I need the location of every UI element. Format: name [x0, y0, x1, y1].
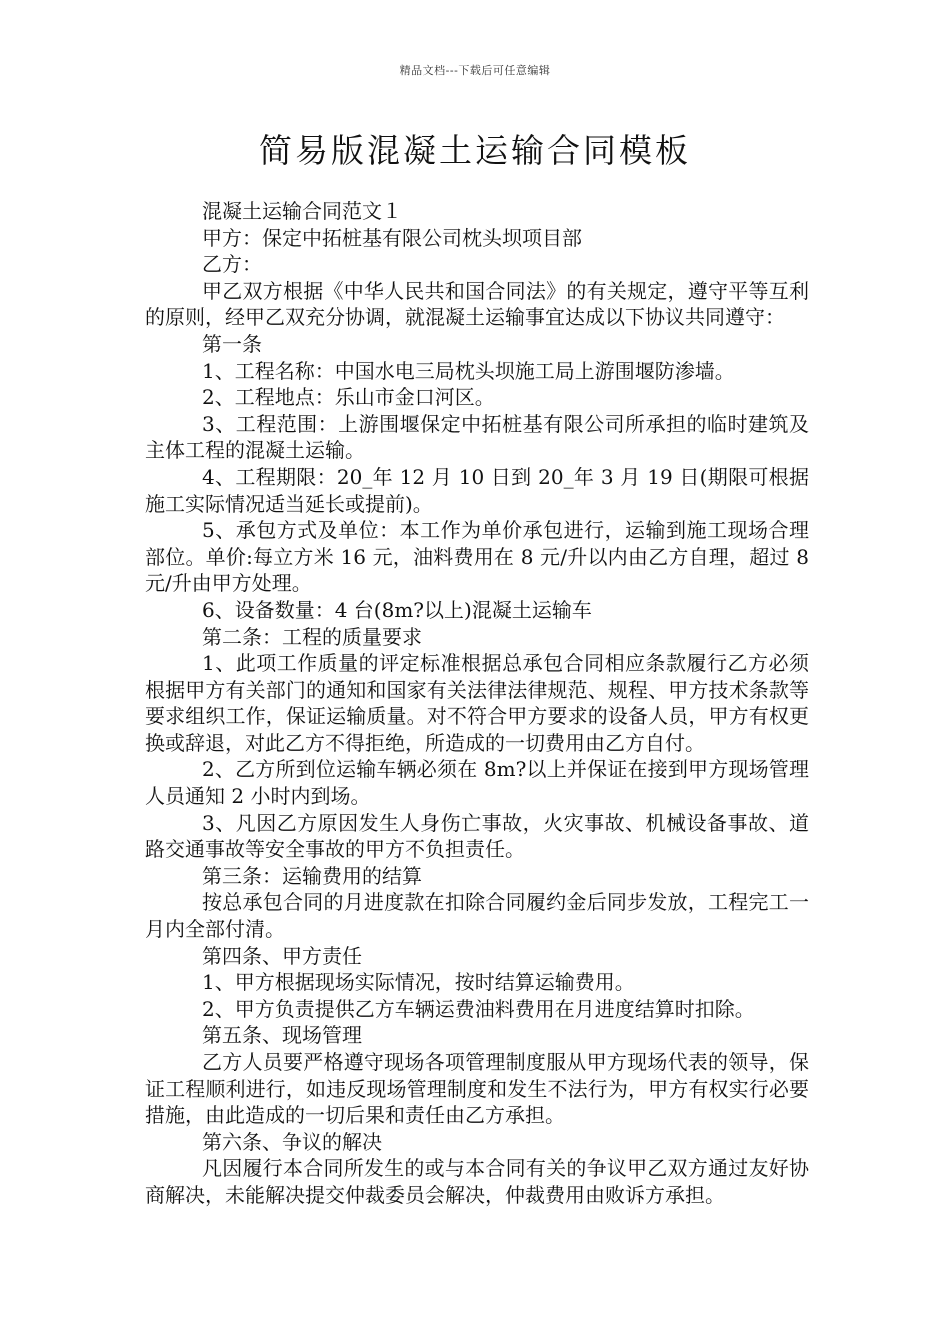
article-3-heading: 第三条：运输费用的结算: [202, 863, 422, 888]
article-2-item-3: 3、凡因乙方原因发生人身伤亡事故，火灾事故、机械设备事故、道路交通事故等安全事故的甲方不负担责任。: [145, 810, 809, 862]
body-paragraph-preamble: 甲乙双方根据《中华人民共和国合同法》的有关规定，遵守平等互利的原则，经甲乙双充分协调，就混凝土运输事宜达成以下协议共同遵守：: [145, 278, 809, 330]
header-note: 精品文档---下载后可任意编辑: [399, 64, 551, 77]
document-title: 简易版混凝土运输合同模板: [259, 131, 691, 170]
article-4-heading: 第四条、甲方责任: [202, 943, 362, 968]
article-1-heading: 第一条: [202, 331, 262, 356]
article-6-body: 凡因履行本合同所发生的或与本合同有关的争议甲乙双方通过友好协商解决，未能解决提交仲裁委员会解决，仲裁费用由败诉方承担。: [145, 1156, 809, 1207]
article-1-item-2: 2、工程地点：乐山市金口河区。: [202, 385, 495, 410]
article-1-item-4: 4、工程期限：20_年 12 月 10 日到 20_年 3 月 19 日(期限可根据施工实际情况适当延长或提前)。: [145, 464, 809, 516]
body-line-party-b: 乙方：: [202, 252, 262, 277]
article-4-item-1: 1、甲方根据现场实际情况，按时结算运输费用。: [202, 970, 635, 995]
article-5-heading: 第五条、现场管理: [202, 1023, 362, 1048]
article-4-item-2: 2、甲方负责提供乙方车辆运费油料费用在月进度结算时扣除。: [202, 996, 755, 1021]
article-1-item-6: 6、设备数量：4 台(8m?以上)混凝土运输车: [202, 597, 592, 622]
article-1-item-1: 1、工程名称：中国水电三局枕头坝施工局上游围堰防渗墙。: [202, 358, 735, 383]
article-5-body: 乙方人员要严格遵守现场各项管理制度服从甲方现场代表的领导，保证工程顺利进行，如违反现场管理制度和发生不法行为，甲方有权实行必要措施，由此造成的一切后果和责任由乙方承担。: [145, 1050, 809, 1128]
body-line-party-a: 甲方：保定中拓桩基有限公司枕头坝项目部: [202, 225, 582, 250]
article-2-item-2: 2、乙方所到位运输车辆必须在 8m?以上并保证在接到甲方现场管理人员通知 2 小时内到场。: [145, 757, 809, 809]
article-2-item-1: 1、此项工作质量的评定标准根据总承包合同相应条款履行乙方必须根据甲方有关部门的通知和国家有关法律法律规范、规程、甲方技术条款等要求组织工作，保证运输质量。对不符合甲方要求的设备人员，甲方有权更换或辞退，对此乙方不得拒绝，所造成的一切费用由乙方自付。: [145, 651, 809, 755]
article-1-item-3: 3、工程范围：上游围堰保定中拓桩基有限公司所承担的临时建筑及主体工程的混凝土运输。: [145, 411, 809, 463]
article-2-heading: 第二条：工程的质量要求: [202, 624, 422, 649]
article-1-item-5: 5、承包方式及单位：本工作为单价承包进行，运输到施工现场合理部位。单价:每立方米 16 元，油料费用在 8 元/升以内由乙方自理，超过 8 元/升由甲方处理。: [145, 518, 809, 596]
body-line-heading: 混凝土运输合同范文１: [202, 199, 402, 223]
article-3-body: 按总承包合同的月进度款在扣除合同履约金后同步发放，工程完工一月内全部付清。: [145, 890, 809, 942]
article-6-heading: 第六条、争议的解决: [202, 1129, 382, 1154]
document-body: [145, 198, 809, 1209]
